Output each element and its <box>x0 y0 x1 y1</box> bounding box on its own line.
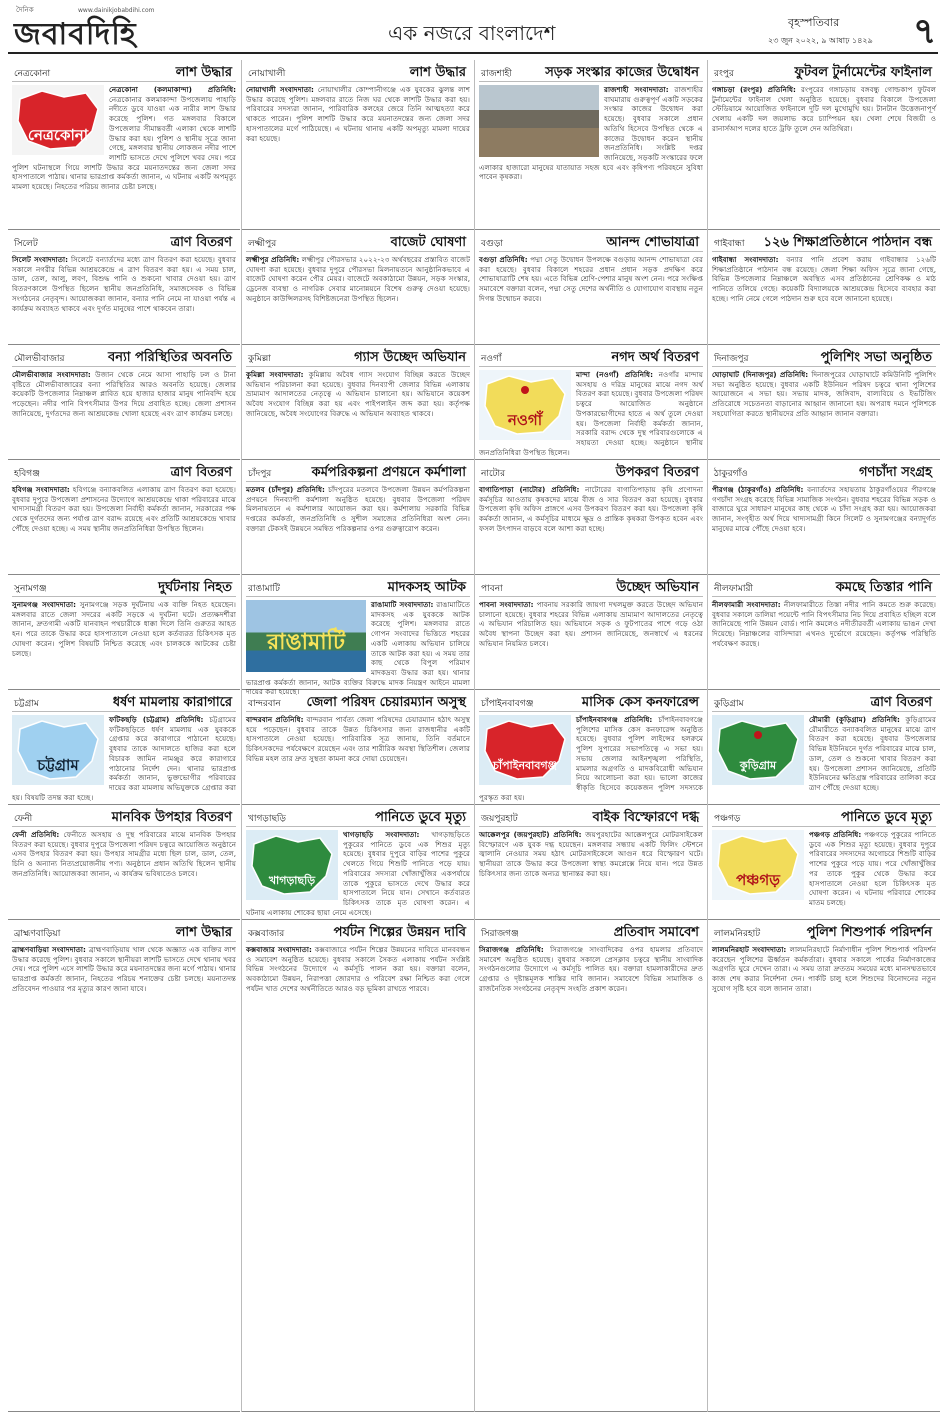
story-dateline: খাগড়াছড়ি সংবাদদাতা: <box>343 830 420 839</box>
story-block <box>708 60 940 230</box>
district-map <box>712 830 804 900</box>
section-title: এক নজরে বাংলাদেশ <box>388 21 556 45</box>
story-text: চাঁপাইনবাবগঞ্জে পুলিশের মাসিক কেস কনফারেন্স অনুষ্ঠিত হয়েছে। বুধবার পুলিশ লাইন্সের হলরুমে পুলিশ সুপারের সভাপতিত্বে এ সভা হয়। সভায় জেলার আইনশৃঙ্খলা পরিস্থিতি, মামলার অগ্রগতি ও মাদকবিরোধী অভিযান নিয়ে আলোচনা করা হয়। ভালো কাজের স্বীকৃতি হিসেবে কয়েকজন পুলিশ সদস্যকে পুরস্কৃত করা হয়। <box>479 715 703 802</box>
district-label: নীলফামারী <box>714 584 753 594</box>
story-headline: গণচাঁদা সংগ্রহ <box>858 465 932 480</box>
district-label: লক্ষ্মীপুর <box>248 239 277 249</box>
story-header <box>12 920 236 942</box>
district-label: ফেনী <box>14 814 33 824</box>
story-body <box>12 370 236 419</box>
district-label: কক্সবাজার <box>248 929 285 939</box>
story-body <box>479 715 703 802</box>
story-headline: পানিতে ডুবে মৃত্যু <box>375 810 466 825</box>
story-header <box>246 230 470 252</box>
page-number: ৭ <box>913 11 937 52</box>
story-headline: বন্যা পরিস্থিতির অবনতি <box>108 350 232 365</box>
story-text: কুড়িগ্রামের রৌমারীতে বন্যাকবলিত মানুষের মাঝে ত্রাণ বিতরণ করা হয়েছে। বুধবার উপজেলার বিভিন্ন ইউনিয়নে দুর্গত পরিবারের মাঝে চাল, ডাল, তেল ও শুকনো খাবার বিতরণ করা হয়। উপজেলা প্রশাসন জানিয়েছে, প্রতিটি ইউনিয়নের ক্ষতিগ্রস্ত পরিবারের তালিকা করে ত্রাণ পৌঁছে দেওয়া হচ্ছে। <box>809 715 936 792</box>
story-headline: নগদ অর্থ বিতরণ <box>611 350 699 365</box>
story-block <box>242 60 474 230</box>
story-headline: দুর্ঘটনায় নিহত <box>158 580 232 595</box>
story-block <box>708 805 940 920</box>
story-header <box>12 690 236 712</box>
story-body <box>712 485 936 534</box>
district-label: সিরাজগঞ্জ <box>481 929 519 939</box>
story-text: চাঁদপুরের মতলবে উপজেলা উন্নয়ন কর্মপরিকল্পনা প্রণয়নে দিনব্যাপী কর্মশালা অনুষ্ঠিত হয়েছে। বুধবার উপজেলা পরিষদ মিলনায়তনে এ কর্মশালার আয়োজন করা হয়। কর্মশালায় সরকারি বিভিন্ন দপ্তরের কর্মকর্তা, জনপ্রতিনিধি ও সুশীল সমাজের প্রতিনিধিরা অংশ নেন। বক্তারা টেকসই উন্নয়নে সমন্বিত পরিকল্পনার ওপর গুরুত্বারোপ করেন। <box>246 485 470 533</box>
story-headline: মানবিক উপহার বিতরণ <box>111 810 232 825</box>
story-headline: ফুটবল টুর্নামেন্টের ফাইনাল <box>794 65 932 80</box>
story-body <box>712 370 936 419</box>
location-pin-icon <box>754 731 762 739</box>
story-text: জয়পুরহাটের আক্কেলপুরে মোটরসাইকেল বিস্ফোরণে এক যুবক দগ্ধ হয়েছেন। মঙ্গলবার সন্ধ্যায় একটি ফিলিং স্টেশনে জ্বালানি নেওয়ার সময় হঠাৎ মোটরসাইকেলে আগুন ধরে বিস্ফোরণ ঘটে। স্থানীয়রা তাকে উদ্ধার করে উপজেলা স্বাস্থ্য কমপ্লেক্সে নিয়ে যান। পরে উন্নত চিকিৎসার জন্য তাকে অন্যত্র স্থানান্তর করা হয়। <box>479 830 703 878</box>
district-label: নাটোর <box>481 469 506 479</box>
logo-prefix: দৈনিক <box>16 6 34 14</box>
story-text: রংপুরের গঙ্গাচড়ায় বঙ্গবন্ধু গোল্ডকাপ ফুটবল টুর্নামেন্টের ফাইনাল খেলা অনুষ্ঠিত হয়েছে। বুধবার বিকালে উপজেলা স্টেডিয়ামে আয়োজিত ফাইনালে দুটি দল মুখোমুখি হয়। টানটান উত্তেজনাপূর্ণ খেলায় একটি দল জয়লাভ করে চ্যাম্পিয়ন হয়। খেলা শেষে বিজয়ী ও রানার্সআপ দলের হাতে ট্রফি তুলে দেন অতিথিরা। <box>712 85 936 133</box>
column-2 <box>241 60 473 1412</box>
site-url: www.dainikjobabdihi.com <box>78 7 155 14</box>
story-dateline: সুনামগঞ্জ সংবাদদাতা: <box>12 600 76 609</box>
map-label: চট্টগ্রাম <box>37 756 79 775</box>
story-dateline: মান্দা (নওগাঁ) প্রতিনিধি: <box>576 370 653 379</box>
story-text: রাজশাহীর বাঘমারায় গুরুত্বপূর্ণ একটি সড়কের সংস্কার কাজের উদ্বোধন করা হয়েছে। বুধবার সকালে প্রধান অতিথি হিসেবে উপস্থিত থেকে এ কাজের উদ্বোধন করেন স্থানীয় জনপ্রতিনিধি। সংশ্লিষ্ট দপ্তর জানিয়েছে, সড়কটি সংস্কারের ফলে এলাকার হাজারো মানুষের যাতায়াত সহজ হবে এবং কৃষিপণ্য পরিবহনে সুবিধা পাবেন কৃষকরা। <box>479 85 703 182</box>
story-block <box>475 460 707 575</box>
story-header <box>246 345 470 367</box>
story-header <box>246 60 470 82</box>
district-label: জয়পুরহাট <box>481 814 518 824</box>
story-body <box>479 255 703 304</box>
story-block <box>475 230 707 345</box>
story-text: রাঙামাটিতে মাদকসহ এক যুবককে আটক করেছে পুলিশ। মঙ্গলবার রাতে গোপন সংবাদের ভিত্তিতে শহরের একটি এলাকায় অভিযান চালিয়ে তাকে আটক করা হয়। এ সময় তার কাছ থেকে বিপুল পরিমাণ মাদকদ্রব্য উদ্ধার করা হয়। থানার ভারপ্রাপ্ত কর্মকর্তা জানান, আটক ব্যক্তির বিরুদ্ধে মাদক নিয়ন্ত্রণ আইনে মামলা দায়ের করা হয়েছে। <box>246 600 470 697</box>
story-text: পদ্মা সেতু উদ্বোধন উপলক্ষে বগুড়ায় আনন্দ শোভাযাত্রা বের করা হয়েছে। বুধবার বিকালে শহরের প্রধান প্রধান সড়ক প্রদক্ষিণ করে শোভাযাত্রাটি শেষ হয়। এতে বিভিন্ন শ্রেণি-পেশার মানুষ অংশ নেন। পরে সংক্ষিপ্ত সমাবেশে বক্তারা বলেন, পদ্মা সেতু দেশের অর্থনীতি ও যোগাযোগ ব্যবস্থায় নতুন দিগন্ত উন্মোচন করবে। <box>479 255 703 303</box>
story-body <box>712 715 936 793</box>
story-body <box>246 830 470 917</box>
story-header <box>712 230 936 252</box>
district-label: নোয়াখালী <box>248 69 286 79</box>
district-label: নওগাঁ <box>481 354 502 364</box>
story-text: বান্দরবান পার্বত্য জেলা পরিষদের চেয়ারম্যান হঠাৎ অসুস্থ হয়ে পড়েছেন। বুধবার তাকে উন্নত চিকিৎসার জন্য রাজধানীর একটি হাসপাতালে নেওয়া হয়েছে। পারিবারিক সূত্র জানায়, তিনি বর্তমানে চিকিৎসকদের পর্যবেক্ষণে রয়েছেন এবং তার শারীরিক অবস্থা স্থিতিশীল। জেলার বিভিন্ন মহল তার দ্রুত সুস্থতা কামনা করে দোয়া চেয়েছেন। <box>246 715 470 763</box>
story-block <box>8 805 240 920</box>
story-headline: কমছে তিস্তার পানি <box>835 580 932 595</box>
story-dateline: সিরাজগঞ্জ প্রতিনিধি: <box>479 945 544 954</box>
story-text: সিলেটে বন্যার্তদের মধ্যে ত্রাণ বিতরণ করা হয়েছে। বুধবার সকালে নগরীর বিভিন্ন আশ্রয়কেন্দ্রে এ ত্রাণ বিতরণ করা হয়। এ সময় চাল, ডাল, তেল, আলু, লবণ, বিশুদ্ধ পানি ও শুকনো খাবার দেওয়া হয়। ত্রাণ বিতরণকালে উপস্থিত ছিলেন স্থানীয় জনপ্রতিনিধি, সমাজসেবক ও বিভিন্ন সংগঠনের নেতৃবৃন্দ। আয়োজকরা জানান, বন্যার পানি নেমে না যাওয়া পর্যন্ত এ কার্যক্রম অব্যাহত থাকবে এবং দুর্গত মানুষের পাশে থাকবেন তারা। <box>12 255 236 313</box>
story-block <box>475 345 707 460</box>
story-block <box>475 920 707 1412</box>
column-3 <box>474 60 706 1412</box>
story-header <box>712 345 936 367</box>
district-label: সিলেট <box>14 239 38 249</box>
story-body <box>712 830 936 908</box>
story-dateline: মতলব (চাঁদপুর) প্রতিনিধি: <box>246 485 325 494</box>
column-1 <box>8 60 240 1412</box>
story-block <box>708 345 940 460</box>
story-dateline: ঘোড়াঘাট (দিনাজপুর) প্রতিনিধি: <box>712 370 809 379</box>
story-block <box>475 805 707 920</box>
story-headline: ত্রাণ বিতরণ <box>170 465 232 480</box>
story-dateline: আক্কেলপুর (জয়পুরহাট) প্রতিনিধি: <box>479 830 582 839</box>
date-label: ২৩ জুন ২০২২, ৯ আষাঢ় ১৪২৯ <box>768 36 873 45</box>
district-label: রংপুর <box>714 69 734 79</box>
story-header <box>246 920 470 942</box>
district-label: ঠাকুরগাঁও <box>714 469 748 479</box>
story-body <box>479 370 703 457</box>
story-dateline: পীরগঞ্জ (ঠাকুরগাঁও) প্রতিনিধি: <box>712 485 804 494</box>
district-label: বান্দরবান <box>248 699 281 709</box>
story-header <box>246 690 470 712</box>
story-body <box>246 945 470 994</box>
district-label: হবিগঞ্জ <box>14 469 40 479</box>
story-dateline: বাগাতিপাড়া (নাটোর) প্রতিনিধি: <box>479 485 580 494</box>
story-headline: পানিতে ডুবে মৃত্যু <box>841 810 932 825</box>
district-label: গাইবান্ধা <box>714 239 745 249</box>
story-body <box>246 85 470 143</box>
map-outline-icon <box>246 830 338 900</box>
story-headline: ত্রাণ বিতরণ <box>870 695 932 710</box>
district-label: মৌলভীবাজার <box>14 354 65 364</box>
story-dateline: কুমিল্লা সংবাদদাতা: <box>246 370 304 379</box>
story-block <box>242 230 474 345</box>
district-label: কুড়িগ্রাম <box>714 699 744 709</box>
story-headline: পর্যটন শিল্পের উন্নয়ন দাবি <box>333 925 466 940</box>
story-block <box>708 230 940 345</box>
story-block <box>708 575 940 690</box>
story-header <box>246 575 470 597</box>
story-body <box>479 945 703 994</box>
district-label: রাঙামাটি <box>248 584 280 594</box>
story-text: উজান থেকে নেমে আসা পাহাড়ি ঢল ও টানা বৃষ্টিতে মৌলভীবাজারের বন্যা পরিস্থিতির আরও অবনতি হয়েছে। জেলার কয়েকটি উপজেলার নিম্নাঞ্চল প্লাবিত হয়ে হাজার হাজার মানুষ পানিবন্দি হয়ে পড়েছেন। নদীর পানি বিপৎসীমার উপর দিয়ে প্রবাহিত হচ্ছে। জেলা প্রশাসন জানিয়েছে, দুর্গতদের জন্য আশ্রয়কেন্দ্র খোলা হয়েছে এবং ত্রাণ কার্যক্রম চলছে। <box>12 370 236 418</box>
story-body <box>12 945 236 994</box>
map-outline-icon <box>12 85 104 155</box>
story-dateline: রাঙামাটি সংবাদদাতা: <box>371 600 434 609</box>
story-body <box>246 600 470 697</box>
story-headline: লাশ উদ্ধার <box>175 925 232 940</box>
story-body <box>246 485 470 534</box>
story-text: লালমনিরহাটে নির্মাণাধীন পুলিশ শিশুপার্ক পরিদর্শন করেছেন পুলিশের ঊর্ধ্বতন কর্মকর্তারা। বুধবার সকালে পার্কের নির্মাণকাজের অগ্রগতি ঘুরে দেখেন তারা। এ সময় তারা দ্রুততম সময়ের মধ্যে মানসম্মতভাবে কাজ শেষ করার নির্দেশনা দেন। পার্কটি চালু হলে শিশুদের বিনোদনের নতুন সুযোগ সৃষ্টি হবে বলে জানান তারা। <box>712 945 936 993</box>
story-dateline: গঙ্গাচড়া (রংপুর) প্রতিনিধি: <box>712 85 796 94</box>
story-dateline: ফটিকছড়ি (চট্টগ্রাম) প্রতিনিধি: <box>109 715 204 724</box>
district-label: পঞ্চগড় <box>714 814 741 824</box>
story-dateline: সিলেট সংবাদদাতা: <box>12 255 69 264</box>
story-body <box>12 830 236 879</box>
story-dateline: লক্ষ্মীপুর প্রতিনিধি: <box>246 255 300 264</box>
story-body <box>712 945 936 994</box>
story-dateline: লালমনিরহাট সংবাদদাতা: <box>712 945 787 954</box>
map-outline-icon <box>712 715 804 785</box>
story-text: নীলফামারীতে তিস্তা নদীর পানি কমতে শুরু করেছে। বুধবার সকালে ডালিয়া পয়েন্টে পানি বিপৎসীমার নিচ দিয়ে প্রবাহিত হচ্ছিল বলে জানিয়েছে পানি উন্নয়ন বোর্ড। পানি কমলেও নদীতীরবর্তী এলাকায় ভাঙন দেখা দিয়েছে। নিম্নাঞ্চলের বাসিন্দারা এখনও দুর্ভোগে রয়েছেন। কর্তৃপক্ষ পরিস্থিতি পর্যবেক্ষণ করছে। <box>712 600 936 648</box>
story-block <box>242 345 474 460</box>
story-block <box>8 230 240 345</box>
story-block <box>475 60 707 230</box>
story-dateline: বান্দরবান প্রতিনিধি: <box>246 715 304 724</box>
story-headline: পুলিশিং সভা অনুষ্ঠিত <box>820 350 932 365</box>
story-block <box>8 345 240 460</box>
story-dateline: হবিগঞ্জ সংবাদদাতা: <box>12 485 70 494</box>
story-text: পাবনায় সরকারি জায়গা দখলমুক্ত করতে উচ্ছেদ অভিযান চালানো হয়েছে। বুধবার শহরের বিভিন্ন এলাকায় ভ্রাম্যমাণ আদালতের নেতৃত্বে এ অভিযান পরিচালিত হয়। অভিযানে সড়ক ও ফুটপাতের পাশে গড়ে ওঠা অবৈধ স্থাপনা উচ্ছেদ করা হয়। প্রশাসন জানিয়েছে, জনস্বার্থে এ ধরনের অভিযান নিয়মিত চলবে। <box>479 600 704 648</box>
district-label: নেত্রকোনা <box>14 69 51 79</box>
story-body <box>479 600 703 649</box>
story-dateline: পঞ্চগড় প্রতিনিধি: <box>809 830 862 839</box>
day-label: বৃহস্পতিবার <box>788 16 840 29</box>
story-block <box>708 920 940 1412</box>
story-dateline: বগুড়া প্রতিনিধি: <box>479 255 528 264</box>
story-headline: গ্যাস উচ্ছেদ অভিযান <box>354 350 466 365</box>
story-text: দিনাজপুরের ঘোড়াঘাটে কমিউনিটি পুলিশিং সভা অনুষ্ঠিত হয়েছে। বুধবার একটি ইউনিয়ন পরিষদ চত্বরে থানা পুলিশের আয়োজনে এ সভা হয়। সভায় মাদক, জঙ্গিবাদ, বাল্যবিয়ে ও ইভটিজিং প্রতিরোধে সচেতনতা বাড়ানোর আহ্বান জানানো হয়। অপরাধ দমনে পুলিশকে সহযোগিতা করতে স্থানীয়দের প্রতি আহ্বান জানান বক্তারা। <box>712 370 936 418</box>
map-label: চাঁপাইনবাবগঞ্জ <box>492 759 558 773</box>
story-block <box>708 690 940 805</box>
story-headline: প্রতিবাদ সমাবেশ <box>613 925 699 940</box>
map-label: নওগাঁ <box>507 411 543 430</box>
map-label: কুড়িগ্রাম <box>739 759 777 773</box>
story-body <box>246 255 470 304</box>
story-header <box>12 230 236 252</box>
story-headline: ১২৬ শিক্ষাপ্রতিষ্ঠানে পাঠদান বন্ধ <box>763 235 932 250</box>
story-text: নেত্রকোনার কলমাকান্দা উপজেলায় পাহাড়ি নদীতে ডুবে যাওয়া এক নারীর লাশ উদ্ধার করেছে পুলিশ। গত মঙ্গলবার বিকালে উপজেলার সীমান্তবর্তী এলাকা থেকে লাশটি উদ্ধার করা হয়। পুলিশ ও স্থানীয় সূত্রে জানা গেছে, মঙ্গলবার স্থানীয় লোকজন নদীর পাশে লাশটি ভাসতে দেখে পুলিশে খবর দেয়। পরে পুলিশ ঘটনাস্থলে গিয়ে লাশটি উদ্ধার করে ময়নাতদন্তের জন্য জেলা সদর হাসপাতালে পাঠায়। থানার ভারপ্রাপ্ত কর্মকর্তা জানান, এ ঘটনায় একটি অপমৃত্যু মামলা হয়েছে। নিহতের পরিচয় জানার চেষ্টা চলছে। <box>12 94 236 192</box>
story-header <box>479 460 703 482</box>
story-block <box>8 60 240 230</box>
story-text: চট্টগ্রামের ফটিকছড়িতে ধর্ষণ মামলায় এক যুবককে গ্রেপ্তার করে কারাগারে পাঠানো হয়েছে। বুধবার তাকে আদালতে হাজির করা হলে বিচারক জামিন নামঞ্জুর করে কারাগারে পাঠানোর নির্দেশ দেন। থানার ভারপ্রাপ্ত কর্মকর্তা জানান, ভুক্তভোগীর পরিবারের দায়ের করা মামলায় অভিযুক্তকে গ্রেপ্তার করা হয়। বিষয়টি তদন্ত করা হচ্ছে। <box>12 715 236 802</box>
story-dateline: গাইবান্ধা সংবাদদাতা: <box>712 255 779 264</box>
district-label: কুমিল্লা <box>248 354 271 364</box>
story-header <box>712 460 936 482</box>
story-text: নাটোরের বাগাতিপাড়ায় কৃষি প্রণোদনা কর্মসূচির আওতায় কৃষকদের মাঝে বীজ ও সার বিতরণ করা হয়েছে। বুধবার উপজেলা কৃষি অফিস প্রাঙ্গণে এসব উপকরণ বিতরণ করা হয়। উপজেলা কৃষি কর্মকর্তা জানান, এ কর্মসূচির মাধ্যমে ক্ষুদ্র ও প্রান্তিক কৃষকরা উপকৃত হবেন এবং ফসল উৎপাদন বাড়বে বলে আশা করা হচ্ছে। <box>479 485 703 533</box>
story-body <box>246 370 470 419</box>
story-photo <box>246 600 366 672</box>
story-dateline: ব্রাহ্মণবাড়িয়া সংবাদদাতা: <box>12 945 86 954</box>
story-header <box>479 805 703 827</box>
newspaper-logo: জবাবদিহি <box>14 17 137 52</box>
photo-label: রাঙামাটি <box>267 630 345 656</box>
map-outline-icon <box>479 715 571 785</box>
story-header <box>479 575 703 597</box>
story-header <box>712 575 936 597</box>
story-text: বন্যার পানি প্রবেশ করায় গাইবান্ধার ১২৬টি শিক্ষাপ্রতিষ্ঠানে পাঠদান বন্ধ রয়েছে। জেলা শিক্ষা অফিস সূত্রে জানা গেছে, বিভিন্ন উপজেলার নিম্নাঞ্চলে অবস্থিত এসব প্রতিষ্ঠানের শ্রেণিকক্ষ ও মাঠ পানিতে তলিয়ে গেছে। কয়েকটি বিদ্যালয়কে আশ্রয়কেন্দ্র হিসেবে ব্যবহার করা হচ্ছে। পানি নেমে গেলে পাঠদান শুরু হবে বলে জানানো হয়েছে। <box>712 255 936 303</box>
story-dateline: চাঁপাইনবাবগঞ্জ প্রতিনিধি: <box>576 715 653 724</box>
story-headline: আনন্দ শোভাযাত্রা <box>606 235 699 250</box>
story-header <box>246 460 470 482</box>
story-grid <box>8 60 938 1412</box>
district-label: চাঁদপুর <box>248 469 272 479</box>
story-body <box>479 485 703 534</box>
story-body <box>12 255 236 313</box>
story-body <box>712 600 936 649</box>
district-label: বগুড়া <box>481 239 504 249</box>
story-body <box>12 715 236 802</box>
story-dateline: নীলফামারী সংবাদদাতা: <box>712 600 781 609</box>
story-headline: মাসিক কেস কনফারেন্স <box>581 695 699 710</box>
location-pin-icon <box>521 386 529 394</box>
story-text: হবিগঞ্জে বন্যাকবলিত এলাকায় ত্রাণ বিতরণ করা হয়েছে। বুধবার দুপুরে উপজেলা প্রশাসনের উদ্যোগে আশ্রয়কেন্দ্রে থাকা পরিবারের মাঝে খাদ্যসামগ্রী বিতরণ করা হয়। উপজেলা নির্বাহী কর্মকর্তা জানান, সরকারের পক্ষ থেকে দুর্গতদের জন্য পর্যাপ্ত ত্রাণ বরাদ্দ রয়েছে এবং প্রতিটি আশ্রয়কেন্দ্রে খাবার পৌঁছে দেওয়া হচ্ছে। এ সময় স্থানীয় জনপ্রতিনিধিরা উপস্থিত ছিলেন। <box>12 485 236 533</box>
story-header <box>479 920 703 942</box>
story-dateline: রাজশাহী সংবাদদাতা: <box>604 85 669 94</box>
story-header <box>12 575 236 597</box>
story-headline: পুলিশ শিশুপার্ক পরিদর্শন <box>806 925 932 940</box>
map-label: নেত্রকোনা <box>27 126 89 145</box>
story-headline: লাশ উদ্ধার <box>409 65 466 80</box>
story-headline: মাদকসহ আটক <box>387 580 466 595</box>
story-body <box>12 600 236 658</box>
district-map <box>479 370 571 440</box>
story-header <box>12 805 236 827</box>
story-block <box>242 920 474 1412</box>
story-block <box>242 805 474 920</box>
story-dateline: নেত্রকোনা (কলমাকান্দা) প্রতিনিধি: <box>109 85 236 94</box>
story-header <box>712 60 936 82</box>
story-block <box>8 920 240 1412</box>
story-header <box>712 690 936 712</box>
column-4 <box>707 60 939 1412</box>
story-body <box>479 830 703 879</box>
story-header <box>12 345 236 367</box>
map-outline-icon <box>12 715 104 785</box>
district-label: রাজশাহী <box>481 69 512 79</box>
story-headline: ত্রাণ বিতরণ <box>170 235 232 250</box>
story-body <box>712 85 936 134</box>
story-text: কুমিল্লায় অবৈধ গ্যাস সংযোগ বিচ্ছিন্ন করতে উচ্ছেদ অভিযান পরিচালনা করা হয়েছে। বুধবার দিনব্যাপী জেলার বিভিন্ন এলাকায় ভ্রাম্যমাণ আদালতের নেতৃত্বে এ অভিযান চালানো হয়। অভিযানে কয়েকশ অবৈধ সংযোগ বিচ্ছিন্ন করা হয় এবং পাইপলাইন জব্দ করা হয়। কর্তৃপক্ষ জানিয়েছে, অবৈধ সংযোগের বিরুদ্ধে এ অভিযান অব্যাহত থাকবে। <box>246 370 470 418</box>
story-body <box>12 85 236 192</box>
story-text: পঞ্চগড়ে পুকুরের পানিতে ডুবে এক শিশুর মৃত্যু হয়েছে। বুধবার দুপুরে পরিবারের সদস্যদের অগোচরে শিশুটি বাড়ির পাশের পুকুরে পড়ে যায়। পরে খোঁজাখুঁজির পর তাকে পুকুর থেকে উদ্ধার করে হাসপাতালে নেওয়া হলে চিকিৎসক মৃত ঘোষণা করেন। এ ঘটনায় পরিবারে শোকের মাতম চলছে। <box>809 830 936 907</box>
story-body <box>246 715 470 764</box>
district-map <box>12 715 104 785</box>
story-body <box>712 255 936 304</box>
story-block <box>242 460 474 575</box>
story-header <box>712 805 936 827</box>
story-text: ফেনীতে অসহায় ও দুস্থ পরিবারের মাঝে মানবিক উপহার বিতরণ করা হয়েছে। বুধবার দুপুরে উপজেলা পরিষদ চত্বরে আয়োজিত অনুষ্ঠানে এসব উপহার বিতরণ করা হয়। উপহার সামগ্রীর মধ্যে ছিল চাল, ডাল, তেল, চিনি ও অন্যান্য নিত্যপ্রয়োজনীয় পণ্য। অনুষ্ঠানে প্রধান অতিথি ছিলেন স্থানীয় জনপ্রতিনিধি। আয়োজকরা জানান, এ কার্যক্রম ভবিষ্যতেও চলবে। <box>12 830 237 878</box>
district-map <box>479 715 571 785</box>
district-label: চাঁপাইনবাবগঞ্জ <box>481 699 534 709</box>
district-map <box>712 715 804 785</box>
story-headline: সড়ক সংস্কার কাজের উদ্বোধন <box>545 65 699 80</box>
story-text: কক্সবাজারে পর্যটন শিল্পের উন্নয়নের দাবিতে মানববন্ধন ও সমাবেশ অনুষ্ঠিত হয়েছে। বুধবার সকালে সৈকত এলাকায় পর্যটন সংশ্লিষ্ট বিভিন্ন সংগঠনের উদ্যোগে এ কর্মসূচি পালন করা হয়। বক্তারা বলেন, অবকাঠামো উন্নয়ন, নিরাপত্তা জোরদার ও পরিবেশ রক্ষা নিশ্চিত করা গেলে পর্যটন খাত দেশের অর্থনীতিতে আরও বড় ভূমিকা রাখতে পারবে। <box>246 945 470 993</box>
story-block <box>8 575 240 690</box>
map-outline-icon <box>712 830 804 900</box>
map-label: খাগড়াছড়ি <box>268 874 316 888</box>
map-outline-icon <box>479 370 571 440</box>
story-header <box>479 690 703 712</box>
story-block <box>242 575 474 697</box>
story-text: নোয়াখালীর কোম্পানীগঞ্জে এক যুবকের ঝুলন্ত লাশ উদ্ধার করেছে পুলিশ। মঙ্গলবার রাতে নিজ ঘর থেকে লাশটি উদ্ধার করা হয়। পরিবারের সদস্যরা জানান, পারিবারিক কলহের জেরে তিনি আত্মহত্যা করে থাকতে পারেন। পুলিশ লাশটি উদ্ধার করে ময়নাতদন্তের জন্য জেলা সদর হাসপাতালের মর্গে পাঠিয়েছে। এ ঘটনায় থানায় একটি অপমৃত্যু মামলা দায়ের করা হয়েছে। <box>246 85 470 143</box>
story-block <box>475 575 707 690</box>
story-block <box>8 460 240 575</box>
story-headline: উপকরণ বিতরণ <box>615 465 699 480</box>
story-dateline: ফেনী প্রতিনিধি: <box>12 830 60 839</box>
story-body <box>479 85 703 182</box>
district-label: ব্রাহ্মণবাড়িয়া <box>14 929 61 939</box>
story-text: নওগাঁর মান্দায় অসহায় ও দরিদ্র মানুষের মাঝে নগদ অর্থ বিতরণ করা হয়েছে। বুধবার উপজেলা পরিষদ চত্বরে আয়োজিত অনুষ্ঠানে উপকারভোগীদের হাতে এ অর্থ তুলে দেওয়া হয়। উপজেলা নির্বাহী কর্মকর্তা জানান, সরকারি বরাদ্দ থেকে দুস্থ পরিবারগুলোকে এ সহায়তা দেওয়া হচ্ছে। অনুষ্ঠানে স্থানীয় জনপ্রতিনিধিরা উপস্থিত ছিলেন। <box>479 370 703 457</box>
district-label: চট্টগ্রাম <box>14 699 39 709</box>
story-dateline: কক্সবাজার সংবাদদাতা: <box>246 945 312 954</box>
story-headline: বাইক বিস্ফোরণে দগ্ধ <box>592 810 699 825</box>
story-header <box>12 460 236 482</box>
story-dateline: রৌমারী (কুড়িগ্রাম) প্রতিনিধি: <box>809 715 900 724</box>
story-text: সিরাজগঞ্জে সাংবাদিকের ওপর হামলার প্রতিবাদে সমাবেশ অনুষ্ঠিত হয়েছে। বুধবার সকালে প্রেসক্লাব চত্বরে স্থানীয় সাংবাদিক সংগঠনগুলোর উদ্যোগে এ কর্মসূচি পালিত হয়। বক্তারা হামলাকারীদের দ্রুত গ্রেপ্তার ও দৃষ্টান্তমূলক শাস্তির দাবি জানান। সমাবেশে বিভিন্ন সামাজিক ও রাজনৈতিক সংগঠনের নেতৃবৃন্দ সংহতি প্রকাশ করেন। <box>479 945 703 993</box>
district-map <box>12 85 104 155</box>
story-dateline: নোয়াখালী সংবাদদাতা: <box>246 85 314 94</box>
story-headline: উচ্ছেদ অভিযান <box>616 580 699 595</box>
story-text: বন্যার্তদের সহায়তায় ঠাকুরগাঁওয়ের পীরগঞ্জে গণচাঁদা সংগ্রহ করেছে বিভিন্ন সামাজিক সংগঠন। বুধবার শহরের বিভিন্ন সড়ক ও বাজারে ঘুরে সাধারণ মানুষের কাছ থেকে এ চাঁদা সংগ্রহ করা হয়। আয়োজকরা জানান, সংগৃহীত অর্থ দিয়ে খাদ্যসামগ্রী কিনে সিলেট ও সুনামগঞ্জের বন্যাদুর্গত মানুষের মাঝে পৌঁছে দেওয়া হবে। <box>712 485 936 533</box>
district-label: খাগড়াছড়ি <box>248 814 286 824</box>
story-dateline: মৌলভীবাজার সংবাদদাতা: <box>12 370 91 379</box>
story-headline: লাশ উদ্ধার <box>175 65 232 80</box>
district-map <box>246 830 338 900</box>
district-label: দিনাজপুর <box>714 354 749 364</box>
story-header <box>479 345 703 367</box>
district-label: পাবনা <box>481 584 503 594</box>
story-block <box>242 690 474 805</box>
story-block <box>8 690 240 805</box>
story-body <box>12 485 236 534</box>
story-headline: কর্মপরিকল্পনা প্রণয়নে কর্মশালা <box>311 465 466 480</box>
story-text: খাগড়াছড়িতে পুকুরের পানিতে ডুবে এক শিশুর মৃত্যু হয়েছে। বুধবার দুপুরে বাড়ির পাশের পুকুরে খেলতে গিয়ে শিশুটি পানিতে পড়ে যায়। পরিবারের সদস্যরা খোঁজাখুঁজির একপর্যায়ে তাকে পুকুরে ভাসতে দেখে উদ্ধার করে হাসপাতালে নিয়ে যান। সেখানে কর্তব্যরত চিকিৎসক তাকে মৃত ঘোষণা করেন। এ ঘটনায় এলাকায় শোকের ছায়া নেমে এসেছে। <box>246 830 470 917</box>
story-header <box>12 60 236 82</box>
story-headline: জেলা পরিষদ চেয়ারম্যান অসুস্থ <box>306 695 466 710</box>
story-header <box>479 60 703 82</box>
story-dateline: পাবনা সংবাদদাতা: <box>479 600 534 609</box>
story-block <box>475 690 707 805</box>
district-label: সুনামগঞ্জ <box>14 584 47 594</box>
story-header <box>712 920 936 942</box>
story-headline: বাজেট ঘোষণা <box>390 235 466 250</box>
map-label: পঞ্চগড় <box>736 871 780 890</box>
story-header <box>246 805 470 827</box>
story-text: লক্ষ্মীপুর পৌরসভার ২০২২-২৩ অর্থবছরের প্রস্তাবিত বাজেট ঘোষণা করা হয়েছে। বুধবার দুপুরে পৌরসভা মিলনায়তনে আনুষ্ঠানিকভাবে এ বাজেট ঘোষণা করেন পৌর মেয়র। বাজেটে অবকাঠামো উন্নয়ন, সড়ক সংস্কার, ড্রেনেজ ব্যবস্থা ও নাগরিক সেবার মানোন্নয়নে বিশেষ গুরুত্ব দেওয়া হয়েছে। অনুষ্ঠানে কাউন্সিলরসহ বিশিষ্টজনেরা উপস্থিত ছিলেন। <box>246 255 470 303</box>
story-header <box>479 230 703 252</box>
masthead <box>8 4 938 54</box>
story-photo <box>479 85 599 157</box>
district-label: লালমনিরহাট <box>714 929 761 939</box>
story-text: সুনামগঞ্জে সড়ক দুর্ঘটনায় এক ব্যক্তি নিহত হয়েছেন। মঙ্গলবার রাতে জেলা সদরের একটি সড়কে এ দুর্ঘটনা ঘটে। প্রত্যক্ষদর্শীরা জানান, দ্রুতগামী একটি যানবাহন পথচারীকে ধাক্কা দিলে তিনি গুরুতর আহত হন। পরে তাকে উদ্ধার করে হাসপাতালে নেওয়া হলে কর্তব্যরত চিকিৎসক মৃত ঘোষণা করেন। পুলিশ বিষয়টি নিশ্চিত করেছে এবং চালককে আটকের চেষ্টা চলছে। <box>12 600 236 658</box>
story-headline: ধর্ষণ মামলায় কারাগারে <box>112 695 232 710</box>
story-text: ব্রাহ্মণবাড়িয়ায় খাল থেকে অজ্ঞাত এক ব্যক্তির লাশ উদ্ধার করেছে পুলিশ। বুধবার সকালে স্থানীয়রা লাশটি ভাসতে দেখে থানায় খবর দেয়। পরে পুলিশ এসে লাশটি উদ্ধার করে ময়নাতদন্তের জন্য মর্গে পাঠায়। থানার ভারপ্রাপ্ত কর্মকর্তা জানান, নিহতের পরিচয় শনাক্তের চেষ্টা চলছে। ময়নাতদন্ত প্রতিবেদন পাওয়ার পর মৃত্যুর কারণ জানা যাবে। <box>12 945 236 993</box>
story-block <box>708 460 940 575</box>
